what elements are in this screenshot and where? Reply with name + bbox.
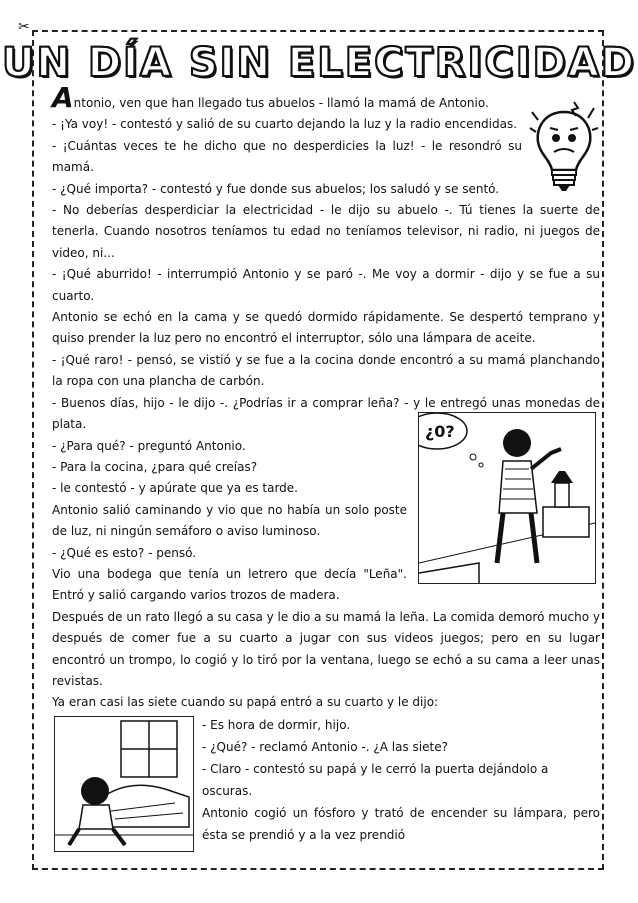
page-title: UN DÍA SIN ELECTRICIDAD xyxy=(1,40,636,86)
story-paragraph: - Buenos días, hijo - le dijo -. ¿Podrías ir a comprar leña? - y le entregó unas monedas de plata. xyxy=(52,395,600,432)
scissors-icon: ✂ xyxy=(18,19,30,35)
story-paragraph: - Claro - contestó su papá y le cerró la puerta dejándolo a oscuras. xyxy=(202,762,549,798)
story-paragraph: - ¿Qué? - reclamó Antonio -. ¿A las siete? xyxy=(202,740,448,754)
story-paragraph: - Para la cocina, ¿para qué creías? xyxy=(52,459,258,474)
story-paragraph: - ¡Qué aburrido! - interrumpió Antonio y se paró -. Me voy a dormir - dijo y se fue a su cuarto. xyxy=(52,267,600,303)
story-paragraph: - ¡Ya voy! - contestó y salió de su cuarto dejando la luz y la radio encendidas. xyxy=(52,117,518,132)
story-body xyxy=(52,81,600,714)
story-paragraph: Después de un rato llegó a su casa y le dio a su mamá la leña. La comida demoró mucho y después de comer fue a su cuarto a jugar con sus videos juegos; pero en su lugar encontró un trompo, lo cogió y lo tiró por la ventana, luego se echó a su cama a leer unas revistas. xyxy=(52,609,600,688)
story-paragraph: - ¿Qué es esto? - pensó. xyxy=(52,545,197,560)
drop-cap: A xyxy=(52,81,74,114)
story-paragraph: Antonio, ven que han llegado tus abuelos - llamó la mamá de Antonio. xyxy=(52,81,489,114)
illustration-boy-bed xyxy=(54,716,194,852)
story-paragraph: - le contestó - y apúrate que ya es tarde. xyxy=(52,481,298,496)
story-paragraph: Ya eran casi las siete cuando su papá entró a su cuarto y le dijo: xyxy=(52,695,439,710)
story-paragraph: - ¿Qué importa? - contestó y fue donde sus abuelos; los saludó y se sentó. xyxy=(52,181,500,196)
story-paragraph: Antonio cogió un fósforo y trató de encender su lámpara, pero ésta se prendió y a la vez prendió xyxy=(202,806,600,842)
story-paragraph: - Es hora de dormir, hijo. xyxy=(202,718,351,732)
illustration-boy-lamp xyxy=(418,412,596,584)
story-paragraph: - No deberías desperdiciar la electricidad - le dijo su abuelo -. Tú tienes la suerte de tenerla. Cuando nosotros teníamos tu edad no teníamos televisor, ni radio, ni juegos de video, ni... xyxy=(52,203,600,260)
thought-bubble-text: ¿0? xyxy=(425,422,455,441)
story-paragraph: - ¡Qué raro! - pensó, se vistió y se fue a la cocina donde encontró a su mamá planchando la ropa con una plancha de carbón. xyxy=(52,352,600,389)
story-paragraph: Vio una bodega que tenía un letrero que decía "Leña". Entró y salió cargando varios trozos de madera. xyxy=(52,566,407,603)
closing-text xyxy=(202,714,600,846)
story-paragraph: Antonio salió caminando y vio que no había un solo poste de luz, ni ningún semáforo o aviso luminoso. xyxy=(52,502,407,539)
story-paragraph: - ¿Para qué? - preguntó Antonio. xyxy=(52,438,246,453)
story-paragraph: - ¡Cuántas veces te he dicho que no desperdicies la luz! - le resondró su mamá. xyxy=(52,138,522,175)
story-paragraph: Antonio se echó en la cama y se quedó dormido rápidamente. Se despertó temprano y quiso prender la luz pero no encontró el interruptor, sólo una lámpara de aceite. xyxy=(52,310,600,346)
